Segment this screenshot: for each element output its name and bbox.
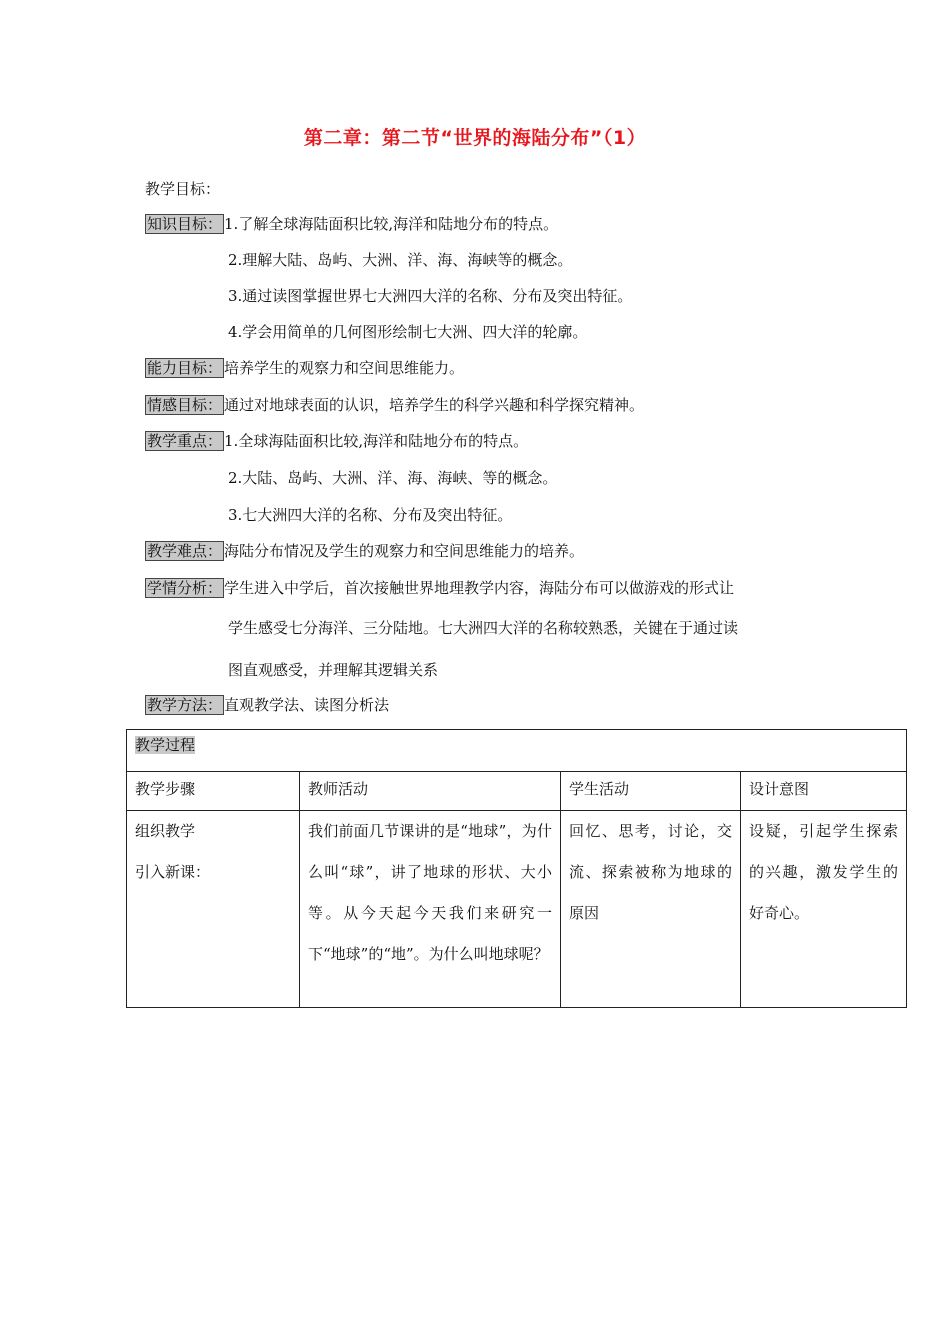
- teacher-activity-cell: 我们前面几节课讲的是“地球”，为什么叫“球”，讲了地球的形状、大小等。从今天起今天我们来研究一下“地球”的“地”。为什么叫地球呢？: [300, 811, 561, 1008]
- process-table-heading: 教学过程: [135, 736, 196, 754]
- emotion-objective-label: 情感目标：: [147, 396, 223, 414]
- difficulty-text: 海陆分布情况及学生的观察力和空间思维能力的培养。: [224, 542, 585, 560]
- analysis-line: 学生进入中学后，首次接触世界地理教学内容，海陆分布可以做游戏的形式让: [224, 579, 735, 597]
- column-header-intent: 设计意图: [741, 772, 907, 811]
- analysis-row: [145, 577, 734, 599]
- difficulty-label: 教学难点：: [147, 542, 223, 560]
- column-header-teacher: 教师活动: [300, 772, 561, 811]
- key-point-item: 1.全球海陆面积比较,海洋和陆地分布的特点。: [224, 432, 529, 450]
- key-points-label: 教学重点：: [147, 432, 223, 450]
- key-point-item: 2.大陆、岛屿、大洲、洋、海、海峡、等的概念。: [228, 469, 558, 487]
- objectives-heading: 教学目标：: [145, 180, 221, 198]
- knowledge-item: 1.了解全球海陆面积比较,海洋和陆地分布的特点。: [224, 215, 559, 233]
- step-line: 组织教学: [135, 822, 196, 840]
- knowledge-objective-row: [145, 213, 558, 235]
- document-title: 第二章：第二节“世界的海陆分布”（1）: [303, 127, 647, 149]
- method-row: [145, 694, 389, 716]
- knowledge-item: 4.学会用简单的几何图形绘制七大洲、四大洋的轮廓。: [228, 323, 588, 341]
- design-intent-cell: 设疑，引起学生探索的兴趣，激发学生的好奇心。: [741, 811, 907, 1008]
- ability-objective-label: 能力目标：: [147, 359, 223, 377]
- knowledge-item: 2.理解大陆、岛屿、大洲、洋、海、海峡等的概念。: [228, 251, 573, 269]
- key-points-row: [145, 430, 528, 452]
- table-row: [127, 811, 907, 1008]
- student-activity-cell: 回忆、思考，讨论，交流、探索被称为地球的原因: [561, 811, 741, 1008]
- process-table-heading-cell: [127, 730, 907, 772]
- step-cell: [127, 811, 300, 1008]
- knowledge-objective-label: 知识目标：: [147, 215, 223, 233]
- analysis-line: 学生感受七分海洋、三分陆地。七大洲四大洋的名称较熟悉，关键在于通过读: [228, 619, 739, 637]
- step-line: 引入新课：: [135, 863, 211, 881]
- analysis-line: 图直观感受，并理解其逻辑关系: [228, 661, 439, 679]
- analysis-label: 学情分析：: [147, 579, 223, 597]
- column-header-step: 教学步骤: [127, 772, 300, 811]
- key-point-item: 3.七大洲四大洋的名称、分布及突出特征。: [228, 506, 513, 524]
- emotion-objective-row: [145, 394, 644, 416]
- ability-objective-text: 培养学生的观察力和空间思维能力。: [224, 359, 465, 377]
- column-header-student: 学生活动: [561, 772, 741, 811]
- method-text: 直观教学法、读图分析法: [224, 696, 390, 714]
- knowledge-item: 3.通过读图掌握世界七大洲四大洋的名称、分布及突出特征。: [228, 287, 633, 305]
- method-label: 教学方法：: [147, 696, 223, 714]
- emotion-objective-text: 通过对地球表面的认识，培养学生的科学兴趣和科学探究精神。: [224, 396, 645, 414]
- teaching-process-table: [126, 729, 907, 1008]
- ability-objective-row: [145, 357, 464, 379]
- difficulty-row: [145, 540, 584, 562]
